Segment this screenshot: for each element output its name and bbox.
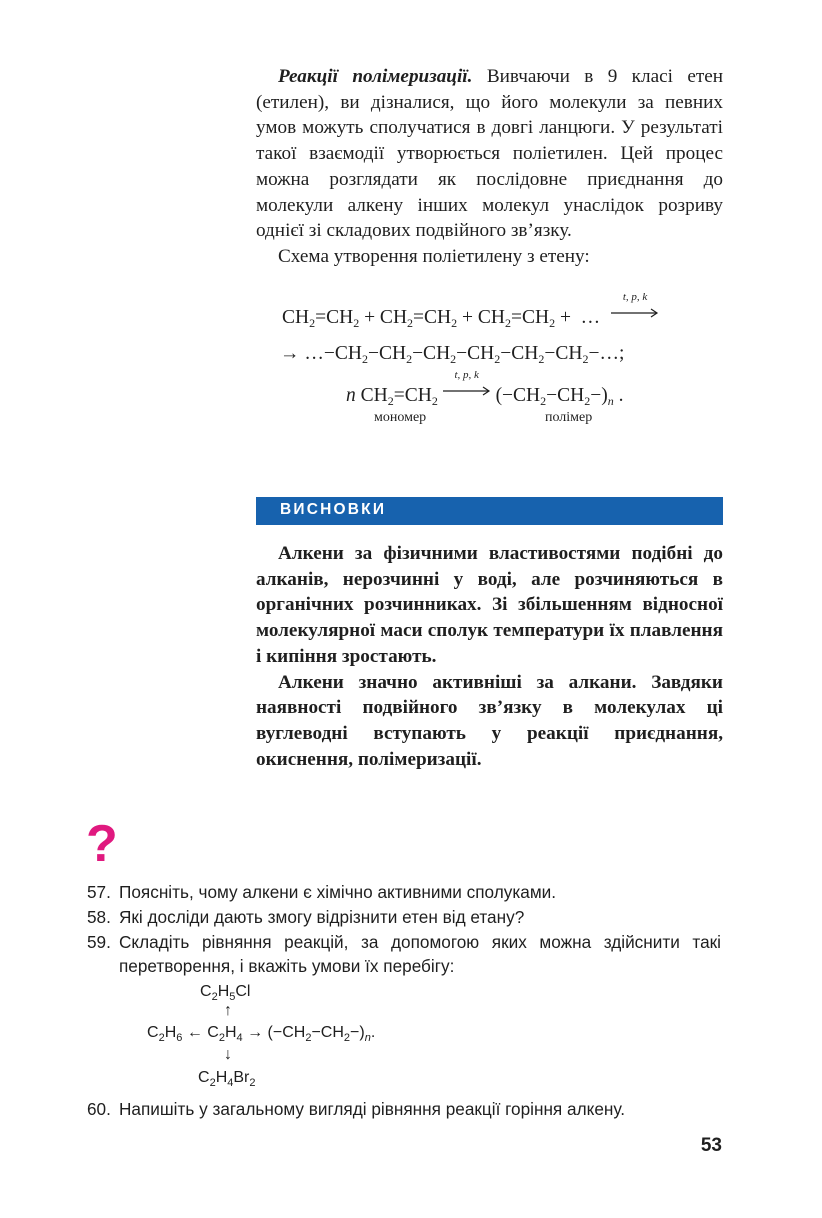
chain-prefix: → …: [280, 343, 324, 364]
question-text: Поясніть, чому алкени є хімічно активними сполуками.: [119, 882, 557, 902]
chain-suffix: …;: [599, 343, 625, 364]
formula-line-2: → $\dots-CH_2-CH_2-CH_2-CH_2-CH_2-CH_2-\dots$;: [280, 343, 625, 366]
polymerization-section: [256, 64, 723, 270]
page-number: 53: [700, 1135, 722, 1156]
scheme-bottom: $C_2H_4Br_2$: [198, 1069, 256, 1089]
question-60: [87, 1097, 727, 1121]
formula-line-1: $CH_2=CH_2 + CH_2=CH_2 + CH_2=CH_2$ + … t, p, k: [282, 303, 659, 329]
conclusions-text: [256, 541, 723, 772]
question-58: [87, 905, 727, 929]
section-body: Вивчаючи в 9 класі етен (етилен), ви дізналися, що його молекули за певних умов можуть сполучатися в довгі ланцюги. У результаті такої взаємодії утворюється поліетилен. Цей процес можна розглядати як послідовне приєднання до молекули алкену інших молекул унаслідок розриву однієї зі складових подвійного зв’язку.: [256, 66, 724, 242]
conclusion-paragraph-2: [256, 670, 723, 773]
polymer-label: полімер: [545, 410, 593, 425]
section-paragraph: [256, 64, 723, 244]
formula-line-3: n $CH_2=CH_2$ t, p, k $(-CH_2-CH_2-)_n$ .: [346, 369, 624, 408]
section-title: Реакції полімеризації.: [278, 66, 473, 87]
question-57: [87, 880, 727, 904]
scheme-intro: Схема утворення поліетилену з етену:: [278, 245, 590, 267]
question-text: Які досліди дають змогу відрізнити етен від етану?: [119, 907, 525, 927]
reaction-arrow-2: [443, 369, 491, 401]
arrow-down-icon: ↓: [224, 1046, 232, 1063]
conclusion-paragraph-1: [256, 541, 723, 670]
reaction-condition-2: t, p, k: [454, 369, 479, 381]
conclusions-heading: ВИСНОВКИ: [280, 501, 387, 518]
question-59: [87, 930, 727, 980]
question-number: 60.: [87, 1099, 111, 1119]
reaction-condition: t, p, k: [622, 291, 648, 303]
question-text: Складіть рівняння реакцій, за допомогою яких можна здійснити такі перетворення, і вкажіть умови їх перебігу:: [119, 932, 721, 976]
conclusion-2: Алкени значно активніші за алкани. Завдяки наявності подвійного зв’язку в молекулах ці вуглеводні вступають у реакції приєднання, окиснення, полімеризації.: [256, 671, 723, 770]
arrow-up-icon: ↑: [224, 1002, 232, 1019]
scheme-intro-line: [256, 244, 723, 270]
reaction-arrow: [611, 291, 659, 323]
monomer-label: мономер: [374, 410, 427, 425]
conclusion-1: Алкени за фізичними властивостями подібні до алканів, нерозчинні у воді, але розчиняються в органічних розчинниках. Зі збільшенням відносної молекулярної маси сполук температури їх плавлення і кипіння зростають.: [256, 543, 723, 667]
question-text: Напишіть у загальному вигляді рівняння реакції горіння алкену.: [119, 1099, 626, 1119]
question-mark-icon: ?: [86, 815, 118, 873]
conclusions-banner: [256, 497, 723, 525]
scheme-top: $C_2H_5Cl$: [200, 983, 251, 1003]
question-number: 57.: [87, 882, 111, 902]
question-number: 59.: [87, 932, 111, 952]
question-number: 58.: [87, 907, 111, 927]
scheme-middle: $C_2H_6$ ← $C_2H_4 \to (-CH_2-CH_2-)_n$.: [147, 1024, 376, 1044]
